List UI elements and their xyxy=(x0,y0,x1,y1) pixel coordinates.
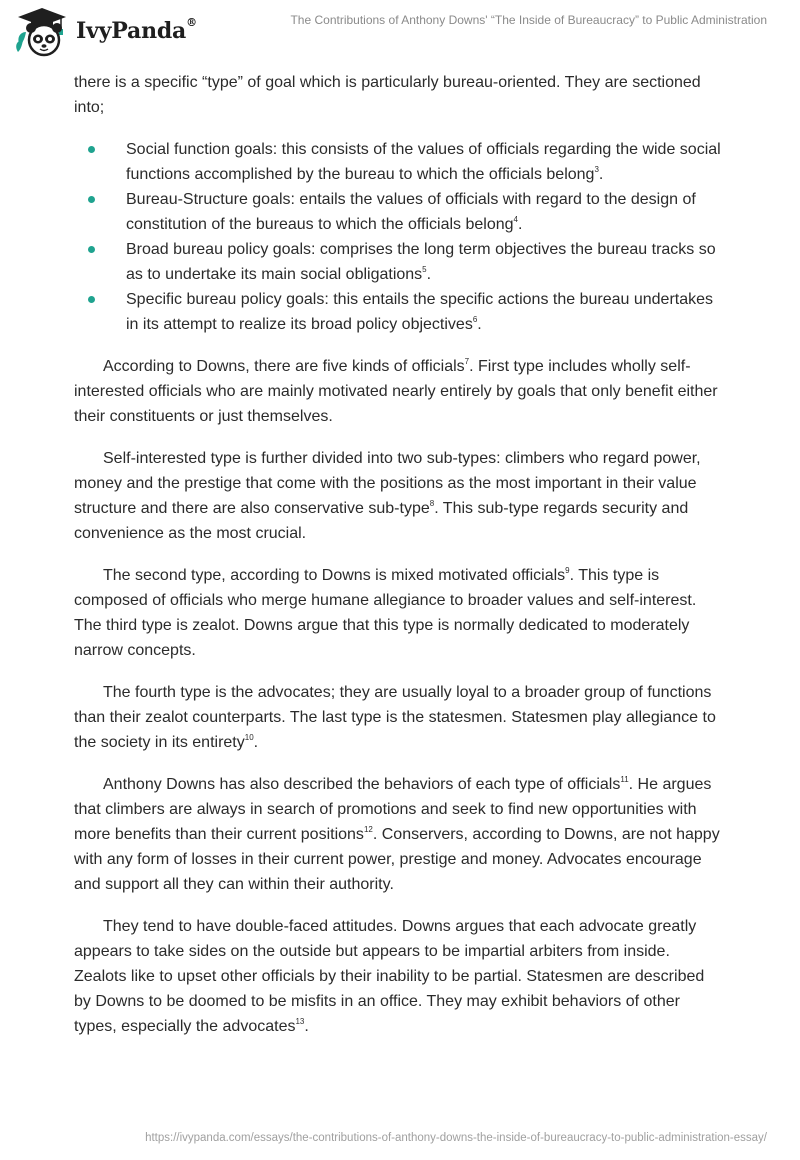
source-url[interactable]: https://ivypanda.com/essays/the-contributions-of-anthony-downs-the-inside-of-bureaucracy-to-public-administration-essay/ xyxy=(145,1132,767,1144)
footnote-ref[interactable]: 12 xyxy=(363,824,373,834)
paragraph-self-interested: Self-interested type is further divided into two sub-types: climbers who regard power, money and the prestige that come with the positions as the most important in their value structure and there are also conservative sub-type$^8$. This sub-type regards security and convenience as the most crucial. xyxy=(74,450,701,542)
footnote-ref[interactable]: 7 xyxy=(464,356,470,366)
essay-body xyxy=(74,70,724,1056)
paragraph-behaviors: Anthony Downs has also described the behaviors of each type of officials$^{11}$. He argues that climbers are always in search of promotions and seek to find new opportunities with more benefits than their current positions$^{12}$. Conservers, according to Downs, are not happy with any form of losses in their current power, prestige and money. Advocates encourage and support all they can within their authority. xyxy=(74,774,720,893)
bullet-dot-icon xyxy=(88,246,95,253)
footnote-ref[interactable]: 8 xyxy=(429,498,435,508)
footnote-ref[interactable]: 9 xyxy=(565,565,570,575)
footnote-ref[interactable]: 3 xyxy=(594,164,599,174)
paragraph-advocates: The fourth type is the advocates; they are usually loyal to a broader group of functions than their zealot counterparts. The last type is the statesmen. Statesmen play allegiance to the society in its entirety$^{10}$. xyxy=(74,684,716,751)
brand-logo[interactable] xyxy=(14,6,224,58)
page-header xyxy=(0,0,800,66)
panda-graduate-icon xyxy=(14,6,70,58)
bullet-dot-icon xyxy=(88,196,95,203)
paragraph-kinds-of-officials: According to Downs, there are five kinds of officials$^7$. First type includes wholly self-interested officials who are mainly motivated nearly entirely by goals that only benefit either their constituents or just themselves. xyxy=(74,356,718,425)
footnote-ref[interactable]: 13 xyxy=(295,1016,305,1026)
goal-types-list xyxy=(74,137,724,337)
footnote-ref[interactable]: 5 xyxy=(422,264,427,274)
document-title: The Contributions of Anthony Downs' “The Inside of Bureaucracy” to Public Administration xyxy=(290,13,767,27)
paragraph-double-faced: They tend to have double-faced attitudes. Downs argues that each advocate greatly appears to take sides on the outside but appears to be impartial arbiters from inside. Zealots like to upset other officials by their inability to be partial. Statesmen are described by Downs to be doomed to be misfits in an office. They may exhibit behaviors of other types, especially the advocates$^{13}$. xyxy=(74,918,705,1035)
footnote-ref[interactable]: 6 xyxy=(472,314,478,324)
list-item: Specific bureau policy goals: this entails the specific actions the bureau undertakes in its attempt to realize its broad policy objectives$^6$. xyxy=(74,287,724,337)
brand-name: IvyPanda® xyxy=(76,16,197,44)
list-item: Social function goals: this consists of the values of officials regarding the wide social functions accomplished by the bureau to which the officials belong$^3$. xyxy=(74,137,724,187)
intro-paragraph: there is a specific “type” of goal which is particularly bureau-oriented. They are sectioned into; xyxy=(74,74,701,116)
bullet-dot-icon xyxy=(88,146,95,153)
bullet-dot-icon xyxy=(88,296,95,303)
footnote-ref[interactable]: 4 xyxy=(513,214,518,224)
footnote-ref[interactable]: 10 xyxy=(244,732,254,742)
paragraph-mixed-motivated: The second type, according to Downs is mixed motivated officials$^9$. This type is composed of officials who merge humane allegiance to broader values and self-interest. The third type is zealot. Downs argue that this type is normally dedicated to moderately narrow concepts. xyxy=(74,565,697,659)
list-item: Bureau-Structure goals: entails the values of officials with regard to the design of constitution of the bureaus to which the officials belong$^4$. xyxy=(74,187,724,237)
footnote-ref[interactable]: 11 xyxy=(620,774,629,784)
list-item: Broad bureau policy goals: comprises the long term objectives the bureau tracks so as to undertake its main social obligations$^5$. xyxy=(74,237,724,287)
